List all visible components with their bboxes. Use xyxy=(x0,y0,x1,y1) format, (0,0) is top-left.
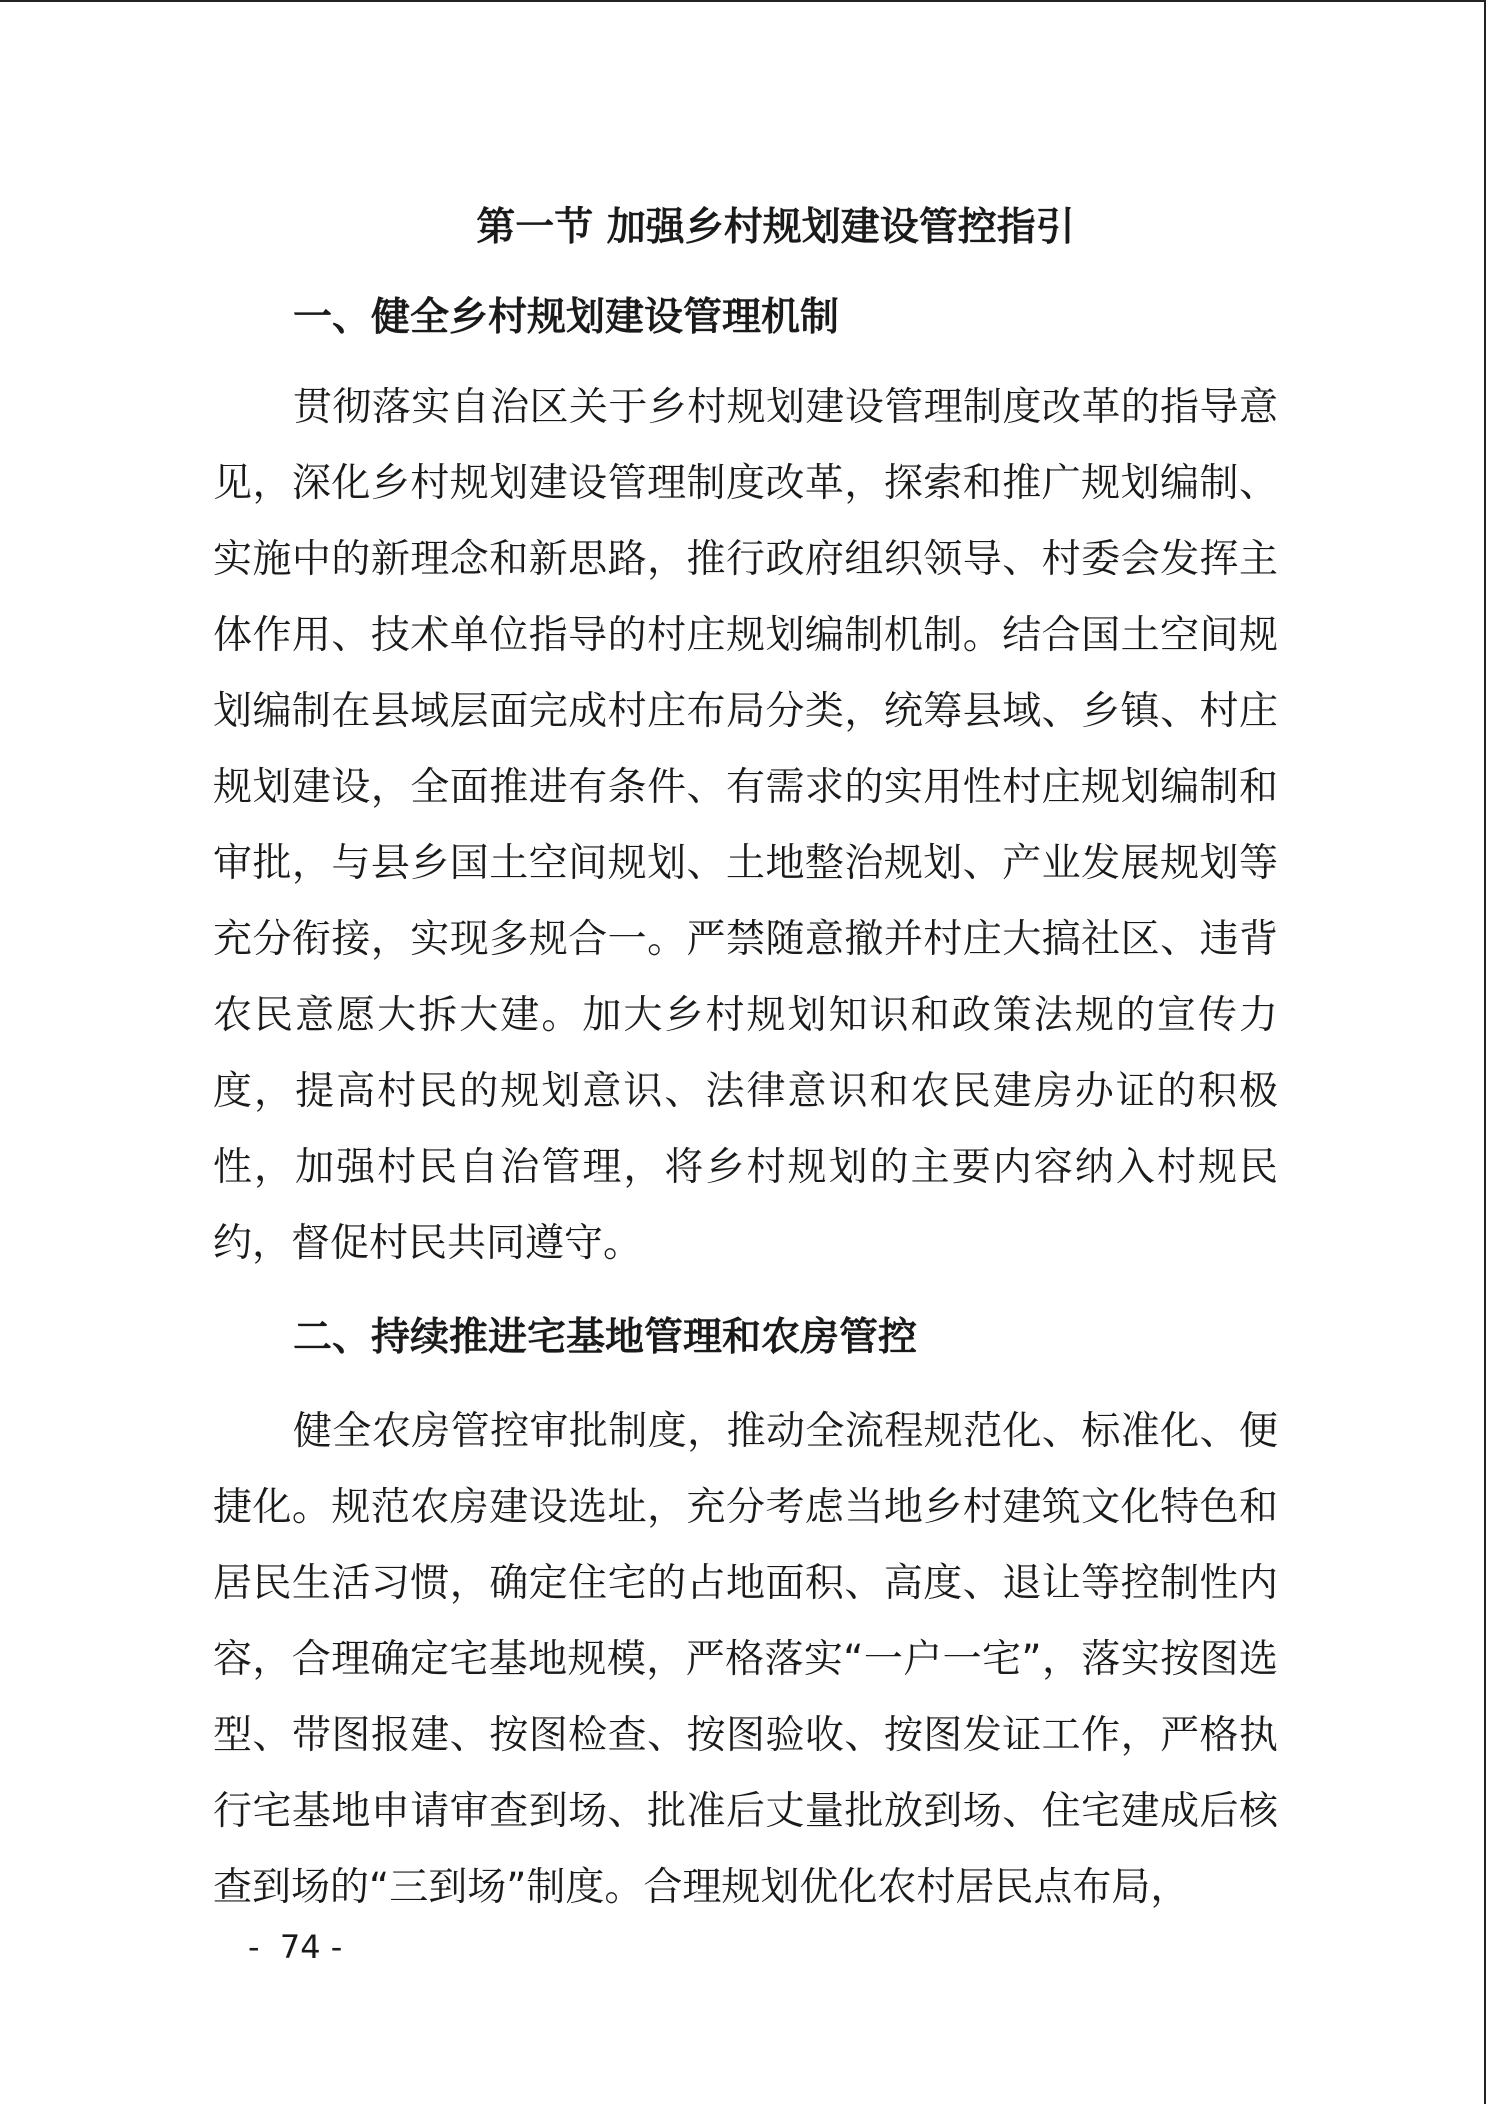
spacer xyxy=(213,356,1278,370)
heading-1: 一、健全乡村规划建设管理机制 xyxy=(293,295,840,340)
paragraph-2: 健全农房管控审批制度，推动全流程规范化、标准化、便捷化。规范农房建设选址，充分考虑当地乡村建筑文化特色和居民生活习惯，确定住宅的占地面积、高度、退让等控制性内容，合理确定宅基地规模，严格落实“一户一宅”，落实按图选型、带图报建、按图检查、按图验收、按图发证工作，严格执行宅基地申请审查到场、批准后丈量批放到场、住宅建成后核查到场的“三到场”制度。合理规划优化农村居民点布局， xyxy=(213,1409,1278,1910)
paragraph-1: 贯彻落实自治区关于乡村规划建设管理制度改革的指导意见，深化乡村规划建设管理制度改革，探索和推广规划编制、实施中的新理念和新思路，推行政府组织领导、村委会发挥主体作用、技术单位指导的村庄规划编制机制。结合国土空间规划编制在县域层面完成村庄布局分类，统筹县域、乡镇、村庄规划建设，全面推进有条件、有需求的实用性村庄规划编制和审批，与县乡国土空间规划、土地整治规划、产业发展规划等充分衔接，实现多规合一。严禁随意撤并村庄大搞社区、违背农民意愿大拆大建。加大乡村规划知识和政策法规的宣传力度，提高村民的规划意识、法律意识和农民建房办证的积极性，加强村民自治管理，将乡村规划的主要内容纳入村规民约，督促村民共同遵守。 xyxy=(213,385,1278,1266)
spacer xyxy=(213,1376,1278,1394)
section-title: 第一节 加强乡村规划建设管控指引 xyxy=(476,205,1075,250)
spacer xyxy=(213,1282,1278,1300)
heading-2: 二、持续推进宅基地管理和农房管控 xyxy=(293,1315,918,1360)
page-number: - 74 - xyxy=(248,1928,343,1966)
spacer xyxy=(213,266,1278,280)
document-body xyxy=(213,190,1278,1926)
